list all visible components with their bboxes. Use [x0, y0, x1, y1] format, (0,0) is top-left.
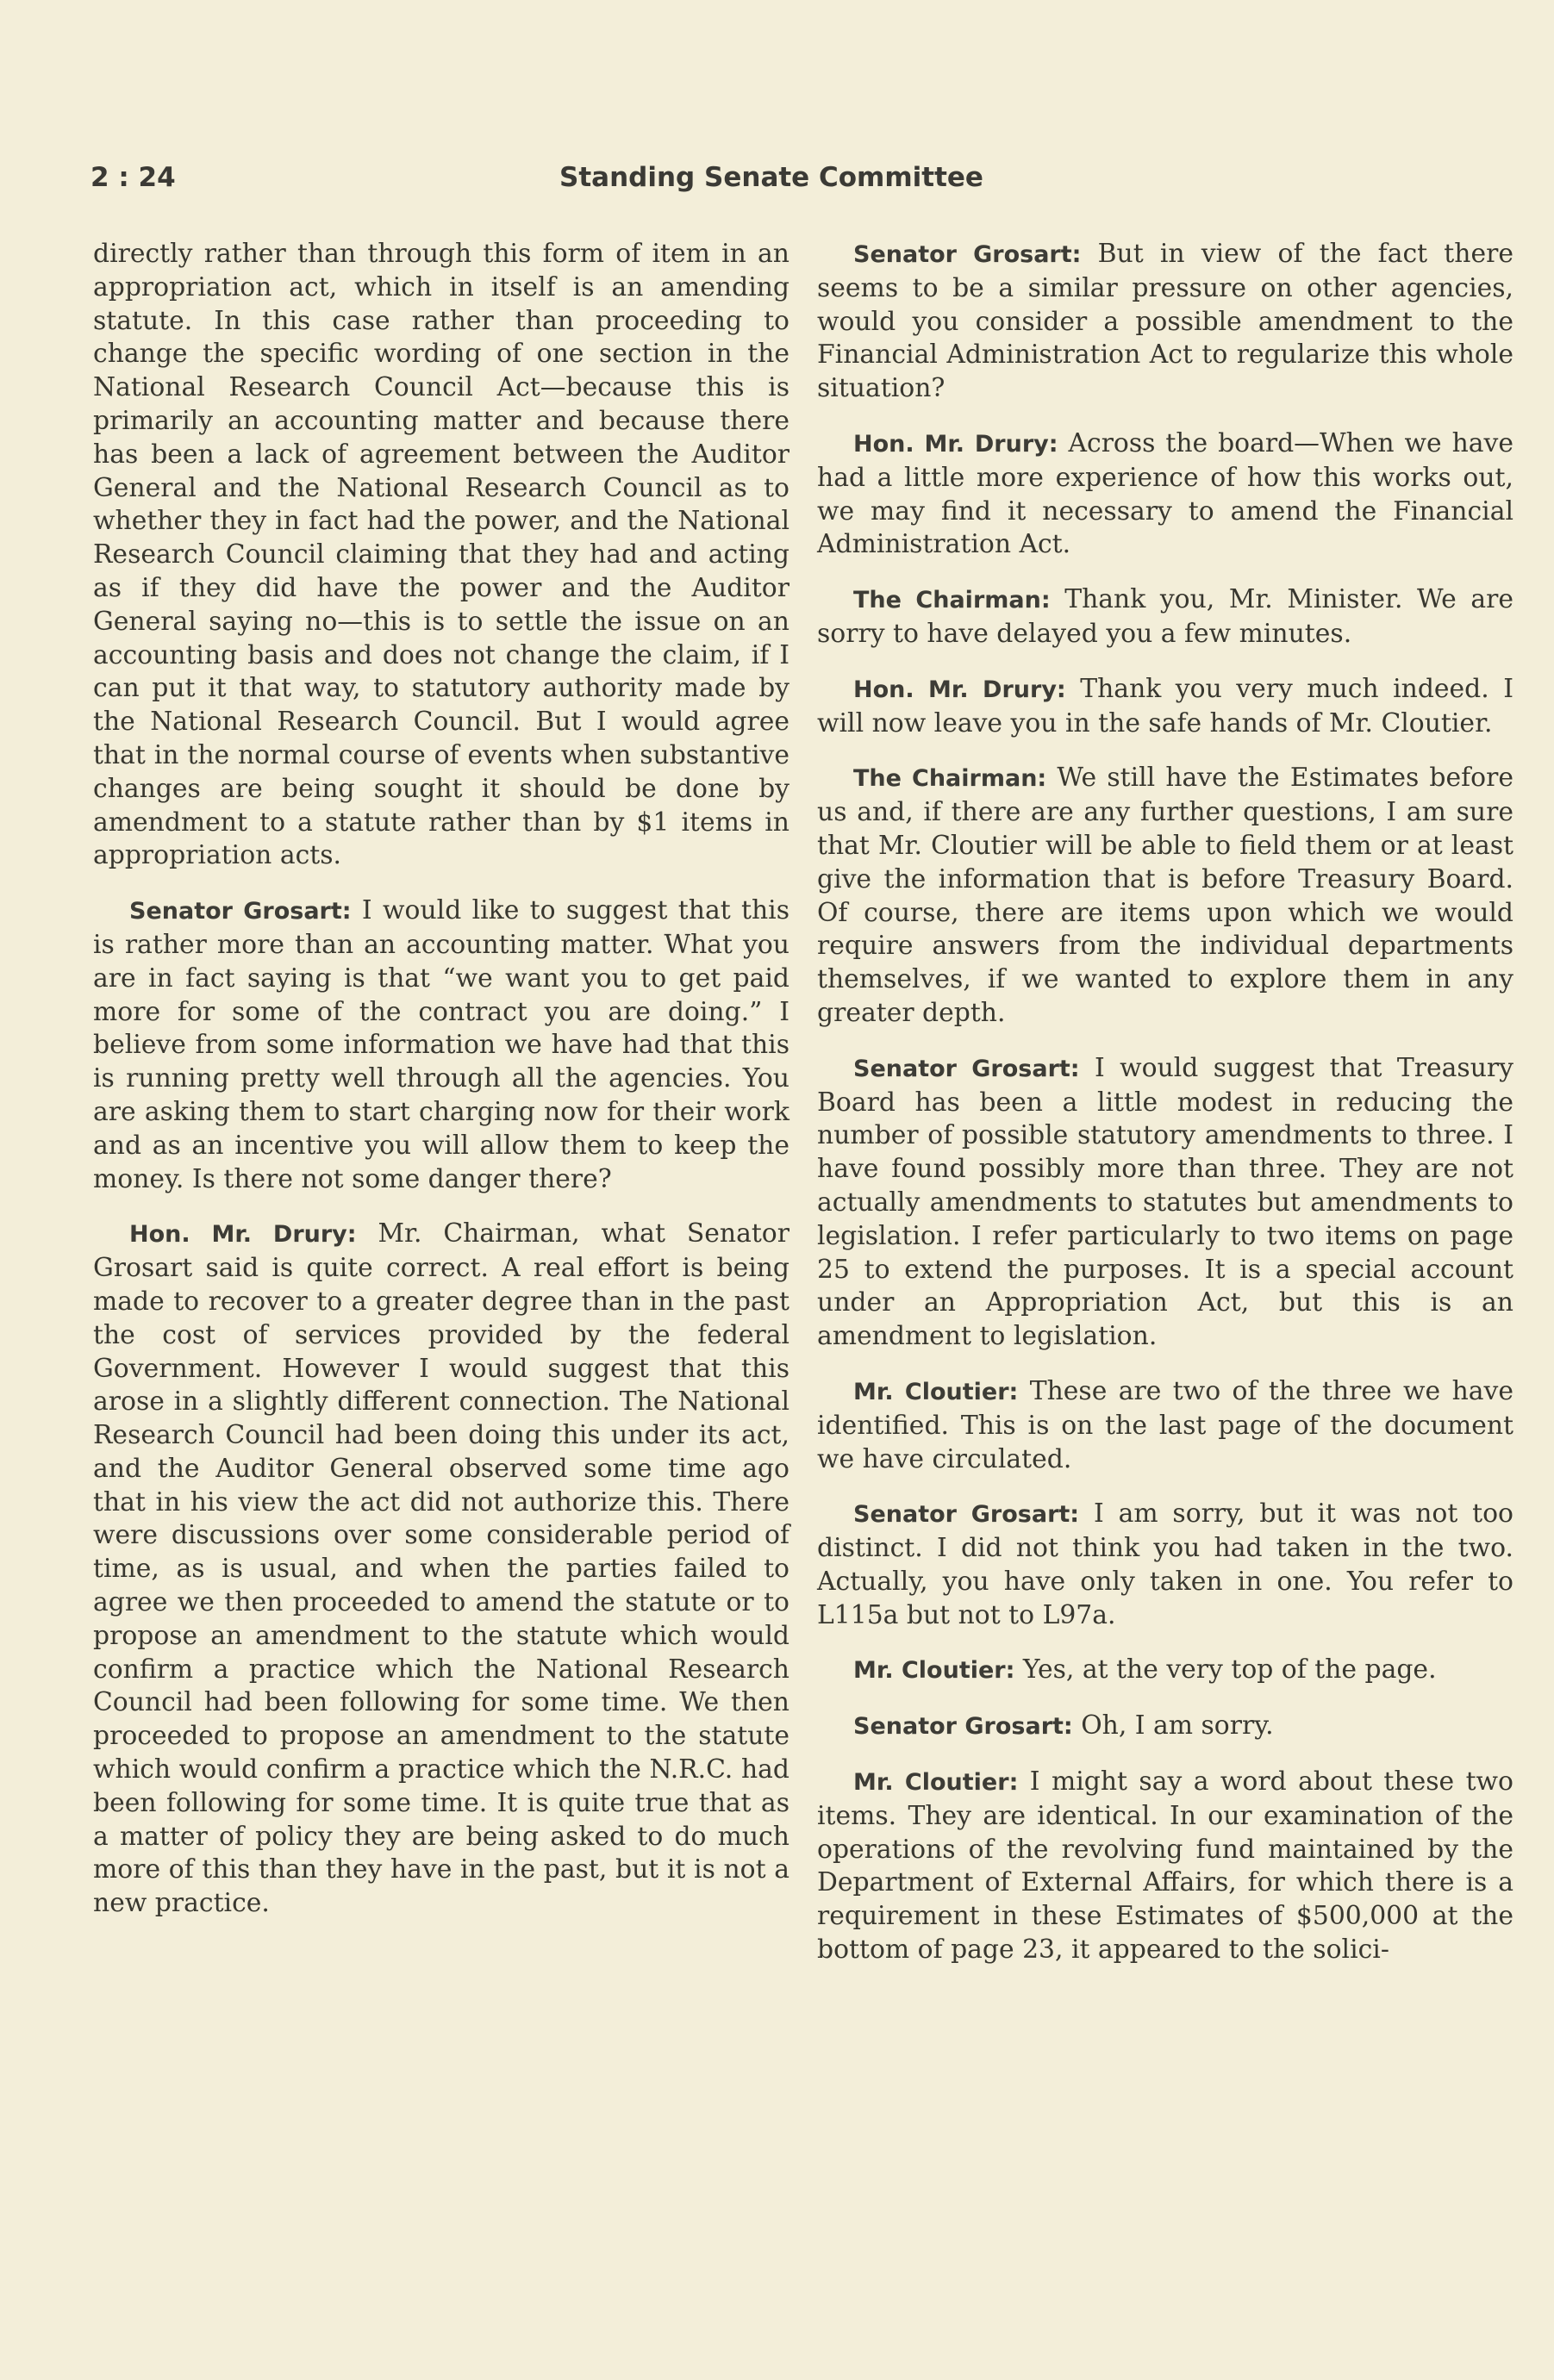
- paragraph-text: These are two of the three we have identified. This is on the last page of the document we have circulated.: [817, 1375, 1513, 1474]
- paragraph: [817, 238, 1513, 406]
- speaker-name: The Chairman:: [853, 587, 1051, 614]
- paragraph-text: Oh, I am sorry.: [1081, 1710, 1274, 1741]
- paragraph: [93, 1218, 789, 1921]
- paragraph-text: I would suggest that Treasury Board has been a little modest in reducing the number of possible statutory amendments to three. I have found possibly more than three. They are not actually amendments to statutes but amendments to legislation. I refer particularly to two items on page 25 to extend the purposes. It is a special account under an Appropriation Act, but this is an amendment to legislation.: [817, 1052, 1513, 1352]
- paragraph: [817, 1766, 1513, 1967]
- paragraph-text: Thank you, Mr. Minister. We are sorry to have delayed you a few minutes.: [817, 584, 1513, 649]
- speaker-name: Mr. Cloutier:: [853, 1657, 1015, 1685]
- page-header: [90, 162, 1513, 205]
- paragraph-text: We still have the Estimates before us and, if there are any further questions, I am sure that Mr. Cloutier will be able to field them or at least give the information that is before Treasury Board. Of course, there are items upon which we would require answers from the individual departments themselves, if we wanted to explore them in any greater depth.: [817, 763, 1513, 1028]
- paragraph: [817, 762, 1513, 1030]
- left-column: [93, 238, 789, 1942]
- speaker-name: The Chairman:: [853, 765, 1047, 793]
- page-number: 2 : 24: [90, 162, 176, 193]
- speaker-name: Senator Grosart:: [129, 898, 352, 925]
- paragraph-text: Thank you very much indeed. I will now leave you in the safe hands of Mr. Cloutier.: [817, 673, 1513, 738]
- paragraph-text: I might say a word about these two items. They are identical. In our examination of the operations of the revolving fund maintained by the Department of External Affairs, for which there is a requirement in these Estimates of $500,000 at the bottom of page 23, it appeared to the solici-: [817, 1766, 1513, 1966]
- speaker-name: Senator Grosart:: [853, 1713, 1073, 1741]
- paragraph-text: Mr. Chairman, what Senator Grosart said is quite correct. A real effort is being made to recover to a greater degree than in the past the cost of services provided by the federal Government. However I would suggest that this arose in a slightly different connection. The National Research Council had been doing this under its act, and the Auditor General observed some time ago that in his view the act did not authorize this. There were discussions over some considerable period of time, as is usual, and when the parties failed to agree we then proceeded to amend the statute or to propose an amendment to the statute which would confirm a practice which the National Research Council had been following for some time. We then proceeded to propose an amendment to the statute which would confirm a practice which the N.R.C. had been following for some time. It is quite true that as a matter of policy they are being asked to do much more of this than they have in the past, but it is not a new practice.: [93, 1218, 789, 1919]
- running-title: Standing Senate Committee: [559, 162, 983, 193]
- speaker-name: Hon. Mr. Drury:: [853, 430, 1058, 458]
- paragraph: [817, 1498, 1513, 1632]
- speaker-name: Senator Grosart:: [853, 241, 1082, 268]
- speaker-name: Senator Grosart:: [853, 1055, 1080, 1082]
- paragraph-text: I would like to suggest that this is rather more than an accounting matter. What you are in fact saying is that “we want you to get paid more for some of the contract you are doing.” I believe from some information we have had that this is running pretty well through all the agencies. You are asking them to start charging now for their work and as an incentive you will allow them to keep the money. Is there not some danger there?: [93, 895, 789, 1194]
- speaker-name: Hon. Mr. Drury:: [853, 676, 1066, 703]
- paragraph: [817, 1052, 1513, 1354]
- paragraph: [817, 673, 1513, 741]
- speaker-name: Senator Grosart:: [853, 1501, 1080, 1529]
- speaker-name: Hon. Mr. Drury:: [129, 1221, 357, 1249]
- paragraph: [93, 238, 789, 873]
- speaker-name: Mr. Cloutier:: [853, 1769, 1019, 1797]
- paragraph: [817, 1710, 1513, 1744]
- paragraph-text: directly rather than through this form of item in an appropriation act, which in itself is an amending statute. In this case rather than proceeding to change the specific wording of one section in the National Research Council Act—because this is primarily an accounting matter and because there has been a lack of agreement between the Auditor General and the National Research Council as to whether they in fact had the power, and the National Research Council claiming that they had and acting as if they did have the power and the Auditor General saying no—this is to settle the issue on an accounting basis and does not change the claim, if I can put it that way, to statutory authority made by the National Research Council. But I would agree that in the normal course of events when substantive changes are being sought it should be done by amendment to a statute rather than by $1 items in appropriation acts.: [93, 239, 789, 871]
- paragraph-text: Across the board—When we have had a little more experience of how this works out, we may find it necessary to amend the Financial Administration Act.: [817, 427, 1513, 560]
- speaker-name: Mr. Cloutier:: [853, 1378, 1019, 1405]
- right-column: [817, 238, 1513, 1989]
- paragraph: [817, 427, 1513, 562]
- paragraph: [817, 1375, 1513, 1476]
- paragraph-text: But in view of the fact there seems to be a similar pressure on other agencies, would you consider a possible amendment to the Financial Administration Act to regularize this whole situation?: [817, 239, 1513, 404]
- paragraph: [817, 583, 1513, 651]
- paragraph: [817, 1654, 1513, 1688]
- paragraph-text: I am sorry, but it was not too distinct. I did not think you had taken in the two. Actually, you have only taken in one. You refer to L115a but not to L97a.: [817, 1498, 1513, 1630]
- paragraph-text: Yes, at the very top of the page.: [1022, 1654, 1437, 1685]
- paragraph: [93, 894, 789, 1196]
